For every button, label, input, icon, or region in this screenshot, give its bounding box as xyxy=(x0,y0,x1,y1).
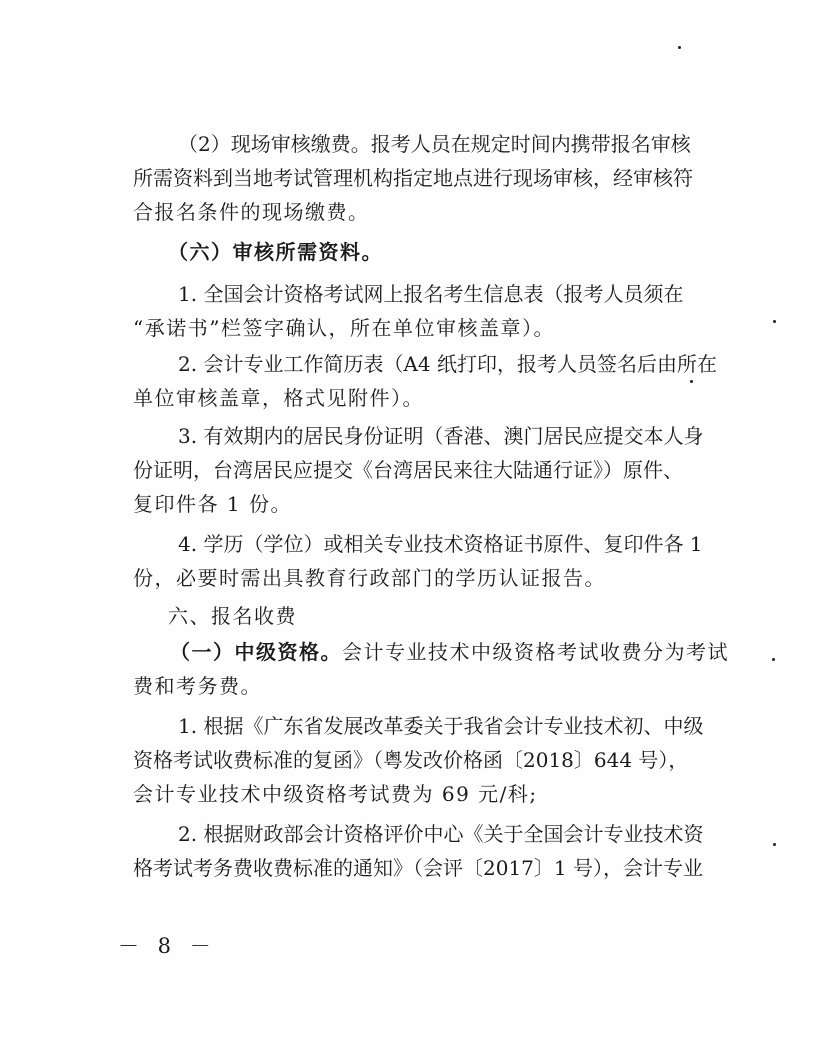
paragraph-line: 1. 全国会计资格考试网上报名考生信息表（报考人员须在 xyxy=(178,282,684,306)
scan-speck xyxy=(690,380,693,383)
paragraph-line: 4. 学历（学位）或相关专业技术资格证书原件、复印件各 1 xyxy=(178,532,703,556)
paragraph-line: 1. 根据《广东省发展改革委关于我省会计专业技术初、中级 xyxy=(178,714,704,738)
paragraph-line: 费和考务费。 xyxy=(133,674,262,698)
scan-speck xyxy=(678,46,681,49)
paragraph-line: 单位审核盖章，格式见附件）。 xyxy=(133,386,424,410)
paragraph-line: 资格考试收费标准的复函》（粤发改价格函〔2018〕644 号）， xyxy=(133,748,689,772)
paragraph-line: 2. 根据财政部会计资格评价中心《关于全国会计专业技术资 xyxy=(178,822,704,846)
paragraph-line: 会计专业技术中级资格考试费为 69 元/科; xyxy=(133,782,538,806)
paragraph-line: “承诺书”栏签字确认，所在单位审核盖章）。 xyxy=(133,316,555,340)
paragraph-line: （2）现场审核缴费。报考人员在规定时间内携带报名审核 xyxy=(178,132,691,156)
page-number: － 8 － xyxy=(118,934,217,958)
subsection-title: （一）中级资格。 xyxy=(170,640,342,664)
paragraph-line: 份证明，台湾居民应提交《台湾居民来往大陆通行证》）原件、 xyxy=(133,458,683,482)
scan-speck xyxy=(773,843,776,846)
paragraph-text: 会计专业技术中级资格考试收费分为考试 xyxy=(342,640,729,664)
paragraph-line: 格考试考务费收费标准的通知》（会评〔2017〕1 号），会计专业 xyxy=(133,856,703,880)
scan-speck xyxy=(773,320,776,323)
section-heading: 六、报名收费 xyxy=(168,604,297,628)
paragraph-line: 2. 会计专业工作简历表（A4 纸打印，报考人员签名后由所在 xyxy=(178,352,717,376)
paragraph-line: 所需资料到当地考试管理机构指定地点进行现场审核，经审核符 xyxy=(133,166,693,190)
paragraph-line: 3. 有效期内的居民身份证明（香港、澳门居民应提交本人身 xyxy=(178,424,704,448)
scan-speck xyxy=(772,658,775,661)
section-heading: （六）审核所需资料。 xyxy=(168,240,383,264)
paragraph-line xyxy=(170,640,729,664)
paragraph-line: 复印件各 1 份。 xyxy=(133,492,292,516)
paragraph-line: 份，必要时需出具教育行政部门的学历认证报告。 xyxy=(133,566,606,590)
paragraph-line: 合报名条件的现场缴费。 xyxy=(133,200,370,224)
